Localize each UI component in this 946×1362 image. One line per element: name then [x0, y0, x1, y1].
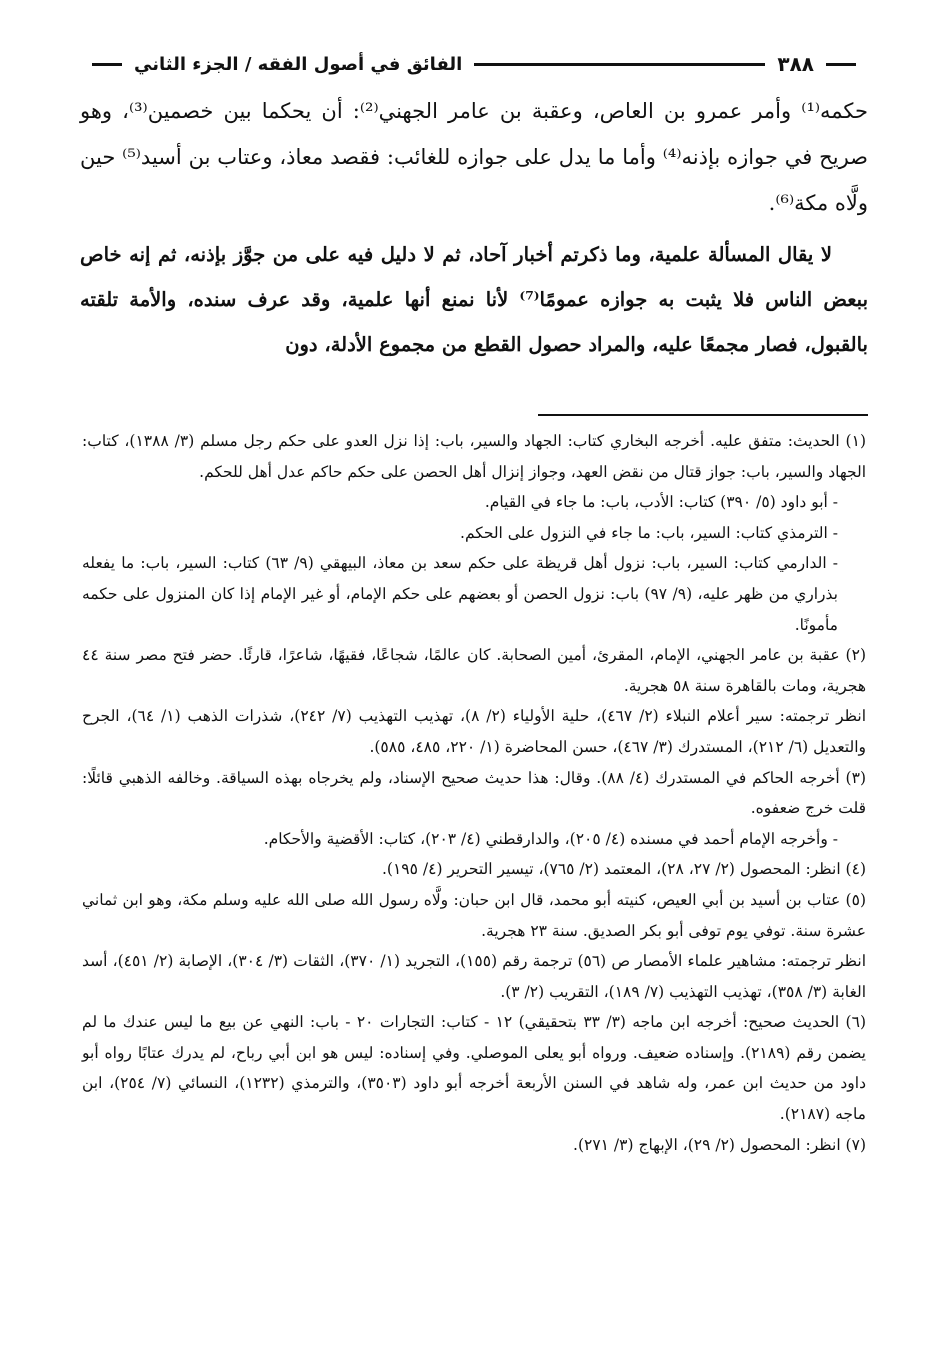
header-rule-right — [826, 63, 856, 66]
footnote-item: - وأخرجه الإمام أحمد في مسنده (٤/ ٢٠٥)، والدارقطني (٤/ ٢٠٣)، كتاب: الأقضية والأحكام. — [263, 829, 838, 848]
footnote-item: انظر ترجمته: سير أعلام النبلاء (٢/ ٤٦٧)، حلية الأولياء (٢/ ٨)، تهذيب التهذيب (٧/ ٢٤٢)، شذرات الذهب (١/ ٦٤)، الجرح والتعديل (٦/ ٢١٢)، المستدرك (٣/ ٤٦٧)، حسن المحاضرة (١/ ٢٢٠، ٤٨٥، ٥٨٥). — [82, 707, 867, 756]
page-number: ٣٨٨ — [777, 52, 814, 76]
footnote-item: - الترمذي كتاب: السير، باب: ما جاء في النزول على الحكم. — [460, 523, 838, 542]
main-text — [80, 88, 868, 367]
main-paragraph-2: لا يقال المسألة علمية، وما ذكرتم أخبار آحاد، ثم لا دليل فيه على من جوَّز بإذنه، ثم إنه خاص ببعض الناس فلا يثبت به جوازه عمومًا⁽⁷⁾ لأنا نمنع أنها علمية، وقد عرف سنده، والأمة تلقته بالقبول، فصار مجمعًا عليه، والمراد حصول القطع من مجموع الأدلة، دون — [80, 243, 868, 356]
footnote-item: - أبو داود (٥/ ٣٩٠) كتاب: الأدب، باب: ما جاء في القيام. — [484, 493, 838, 512]
footnote-item: (٥) عتاب بن أسيد بن أبي العيص، كنيته أبو محمد، قال ابن حبان: ولَّاه رسول الله صلى الله عليه وسلم مكة، وهو ابن ثماني عشرة سنة. توفي يوم توفى أبو بكر الصديق. سنة ٢٣ هجرية. — [82, 890, 866, 940]
footnote-item: (٦) الحديث صحيح: أخرجه ابن ماجه (٣/ ٣٣ بتحقيقي) ١٢ - كتاب: التجارات ٢٠ - باب: النهي عن بيع ما ليس عندك ما لم يضمن رقم (٢١٨٩). وإسناده ضعيف. ورواه أبو يعلى الموصلي. وفي إسناده: ليس هو ابن أبي رباح، لم يدرك عتابًا رواه أبو داود من حديث ابن عمر، وله شاهد في السنن الأربعة أخرجه أبو داود (٣٥٠٣)، والترمذي (١٢٣٢)، النسائي (٧/ ٢٥٤)، ابن ماجه (٢١٨٧). — [82, 1013, 866, 1124]
footnote-item: انظر ترجمته: مشاهير علماء الأمصار ص (٥٦) ترجمة رقم (١٥٥)، التجريد (١/ ٣٧٠)، الثقات (٣/ ٣٠٤)، الإصابة (٢/ ٤٥١)، أسد الغابة (٣/ ٣٥٨)، تهذيب التهذيب (٧/ ١٨٩)، التقريب (٢/ ٣). — [82, 952, 867, 1001]
footnote-separator — [538, 414, 868, 416]
footnotes — [82, 426, 866, 1160]
footnote-item: - الدارمي كتاب: السير، باب: نزول أهل قريظة على حكم سعد بن معاذ، البيهقي (٩/ ٦٣) كتاب: السير، باب: ما يفعله بذراري من ظهر عليه، (٩/ ٩٧) باب: نزول الحصن أو بعضهم على حكم الإمام، أو غير الإمام إذا كان المنزول على حكمه مأمونًا. — [82, 554, 838, 634]
main-paragraph-1: حكمه⁽¹⁾ وأمر عمرو بن العاص، وعقبة بن عامر الجهني⁽²⁾: أن يحكما بين خصمين⁽³⁾، وهو صريح في جوازه بإذنه⁽⁴⁾ وأما ما يدل على جوازه للغائب: فقصد معاذ، وعتاب بن أسيد⁽⁵⁾ حين ولَّاه مكة⁽⁶⁾. — [80, 99, 868, 215]
footnote-item: (١) الحديث: متفق عليه. أخرجه البخاري كتاب: الجهاد والسير، باب: إذا نزل العدو على حكم رجل مسلم (٣/ ١٣٨٨)، كتاب: الجهاد والسير، باب: جواز قتال من نقض العهد، وجواز إنزال أهل الحصن على حكم حاكم عدل أهل للحكم. — [82, 432, 866, 481]
footnote-item: (٤) انظر: المحصول (٢/ ٢٧، ٢٨)، المعتمد (٢/ ٧٦٥)، تيسير التحرير (٤/ ١٩٥). — [381, 860, 866, 879]
header-rule-middle — [474, 63, 765, 66]
page-header — [80, 44, 868, 84]
header-rule-left — [92, 63, 122, 66]
footnote-item: (٢) عقبة بن عامر الجهني، الإمام، المقرئ، أمين الصحابة. كان عالمًا، شجاعًا، فقيهًا، شاعرًا، قارئًا. حضر فتح مصر سنة ٤٤ هجرية، ومات بالقاهرة سنة ٥٨ هجرية. — [82, 646, 866, 695]
book-title: الفائق في أصول الفقه / الجزء الثاني — [134, 53, 463, 75]
footnote-item: (٧) انظر: المحصول (٢/ ٢٩)، الإبهاج (٣/ ٢٧١). — [573, 1135, 866, 1154]
footnote-item: (٣) أخرجه الحاكم في المستدرك (٤/ ٨٨). وقال: هذا حديث صحيح الإسناد، ولم يخرجاه بهذه السياقة. وخالفه الذهبي قائلًا: قلت خرج ضعفوه. — [82, 768, 866, 818]
